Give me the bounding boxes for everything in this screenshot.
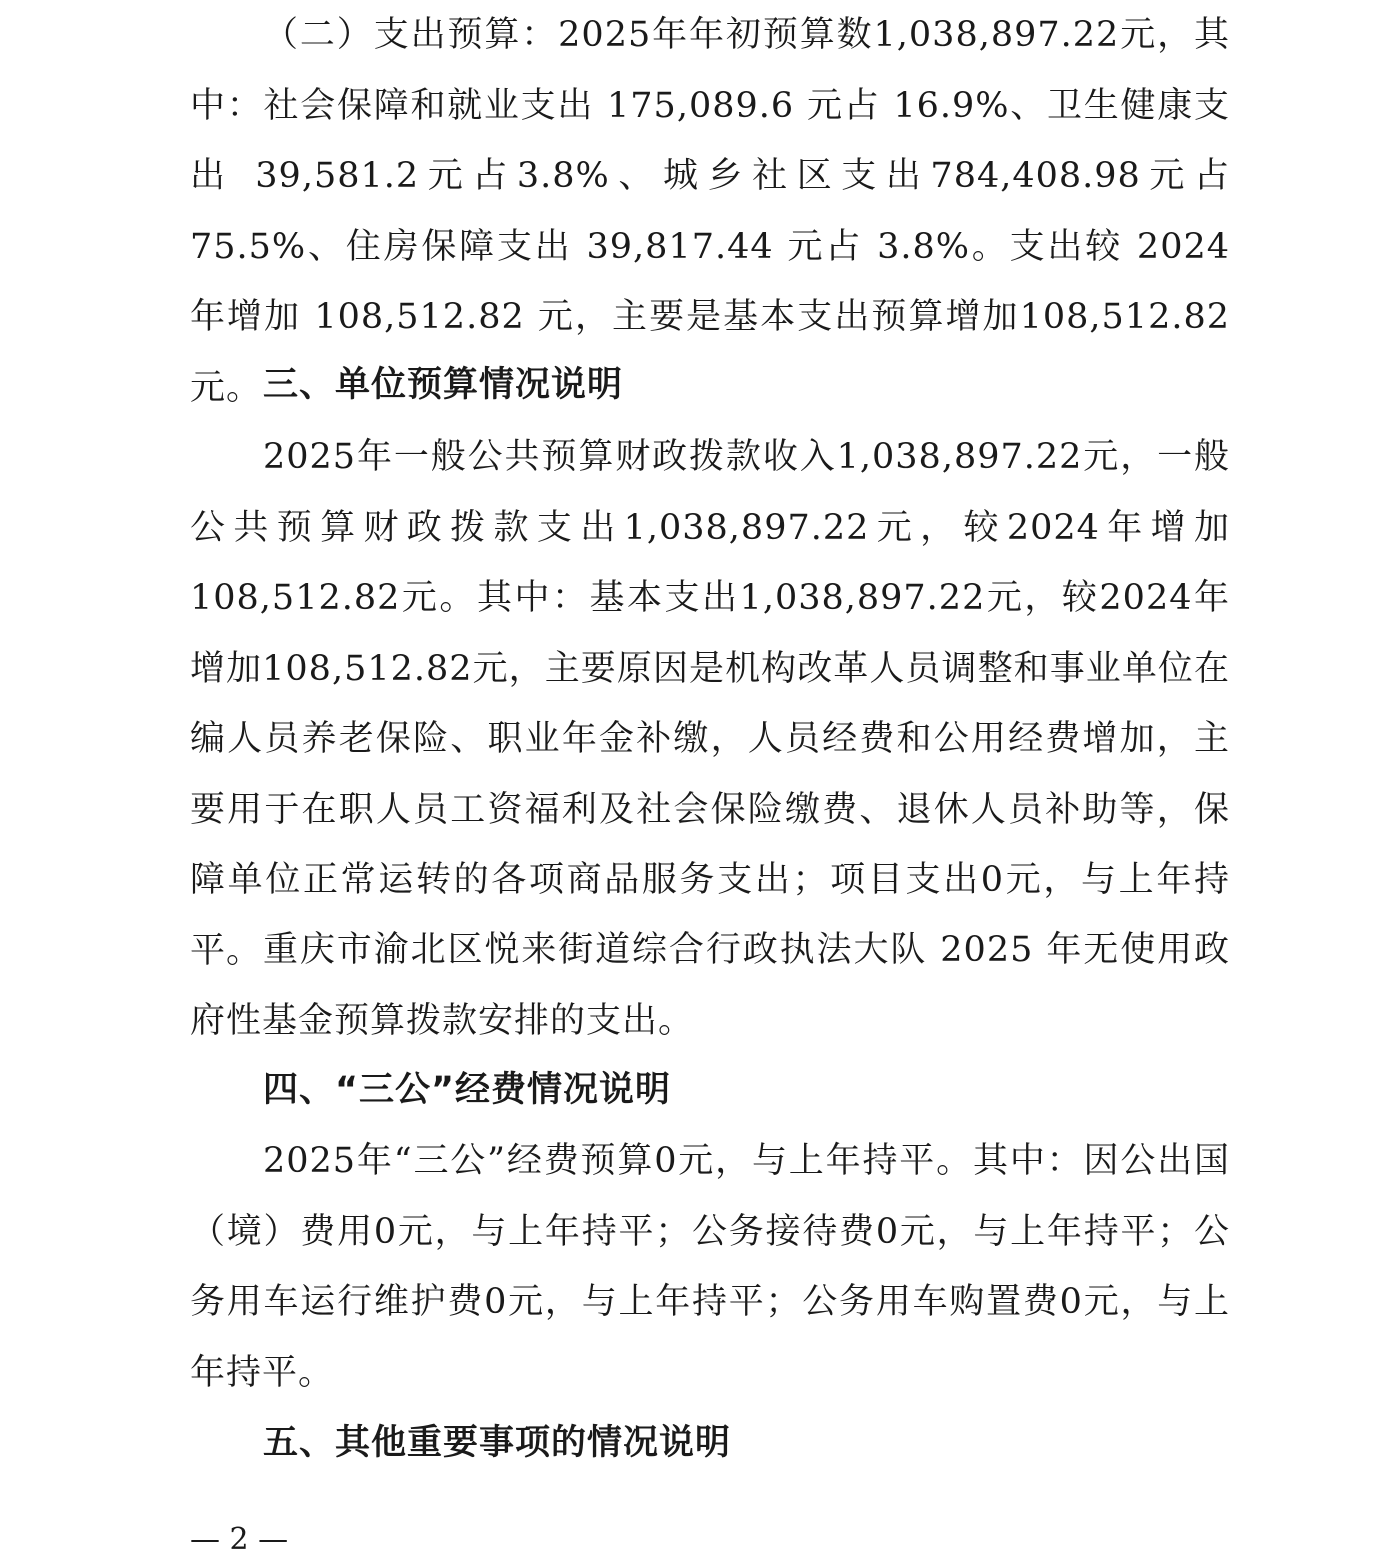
- heading-other-matters: 五、其他重要事项的情况说明: [263, 1423, 732, 1463]
- paragraph-three-public: 2025年“三公”经费预算0元，与上年持平。其中：因公出国（境）费用0元，与上年持平；公务接待费0元，与上年持平；公务用车运行维护费0元，与上年持平；公务用车购置费0元，与上年持平。: [190, 1141, 1230, 1393]
- page-number: — 2 —: [190, 1522, 289, 1557]
- heading-three-public: 四、“三公”经费情况说明: [263, 1070, 672, 1110]
- paragraph-unit-budget: 2025年一般公共预算财政拨款收入1,038,897.22元，一般公共预算财政拨款支出1,038,897.22元，较2024年增加108,512.82元。其中：基本支出1,038,897.22元，较2024年增加108,512.82元，主要原因是机构改革人员调整和事业单位在编人员养老保险、职业年金补缴，人员经费和公用经费增加，主要用于在职人员工资福利及社会保险缴费、退休人员补助等，保障单位正常运转的各项商品服务支出；项目支出0元，与上年持平。: [190, 437, 1230, 971]
- paragraph-expenditure-budget: （二）支出预算：2025年年初预算数1,038,897.22元，其中：社会保障和就业支出 175,089.6 元占 16.9%、卫生健康支出 39,581.2元占3.8%、城乡社区支出784,408.98元占75.5%、住房保障支出 39,817.44 元占 3.8%。支出较 2024 年增加 108,512.82 元，主要是基本支出预算增加108,512.82元。: [190, 15, 1230, 408]
- paragraph-gov-fund: 重庆市渝北区悦来街道综合行政执法大队 2025 年无使用政府性基金预算拨款安排的支出。: [190, 930, 1230, 1041]
- heading-unit-budget: 三、单位预算情况说明: [263, 365, 624, 405]
